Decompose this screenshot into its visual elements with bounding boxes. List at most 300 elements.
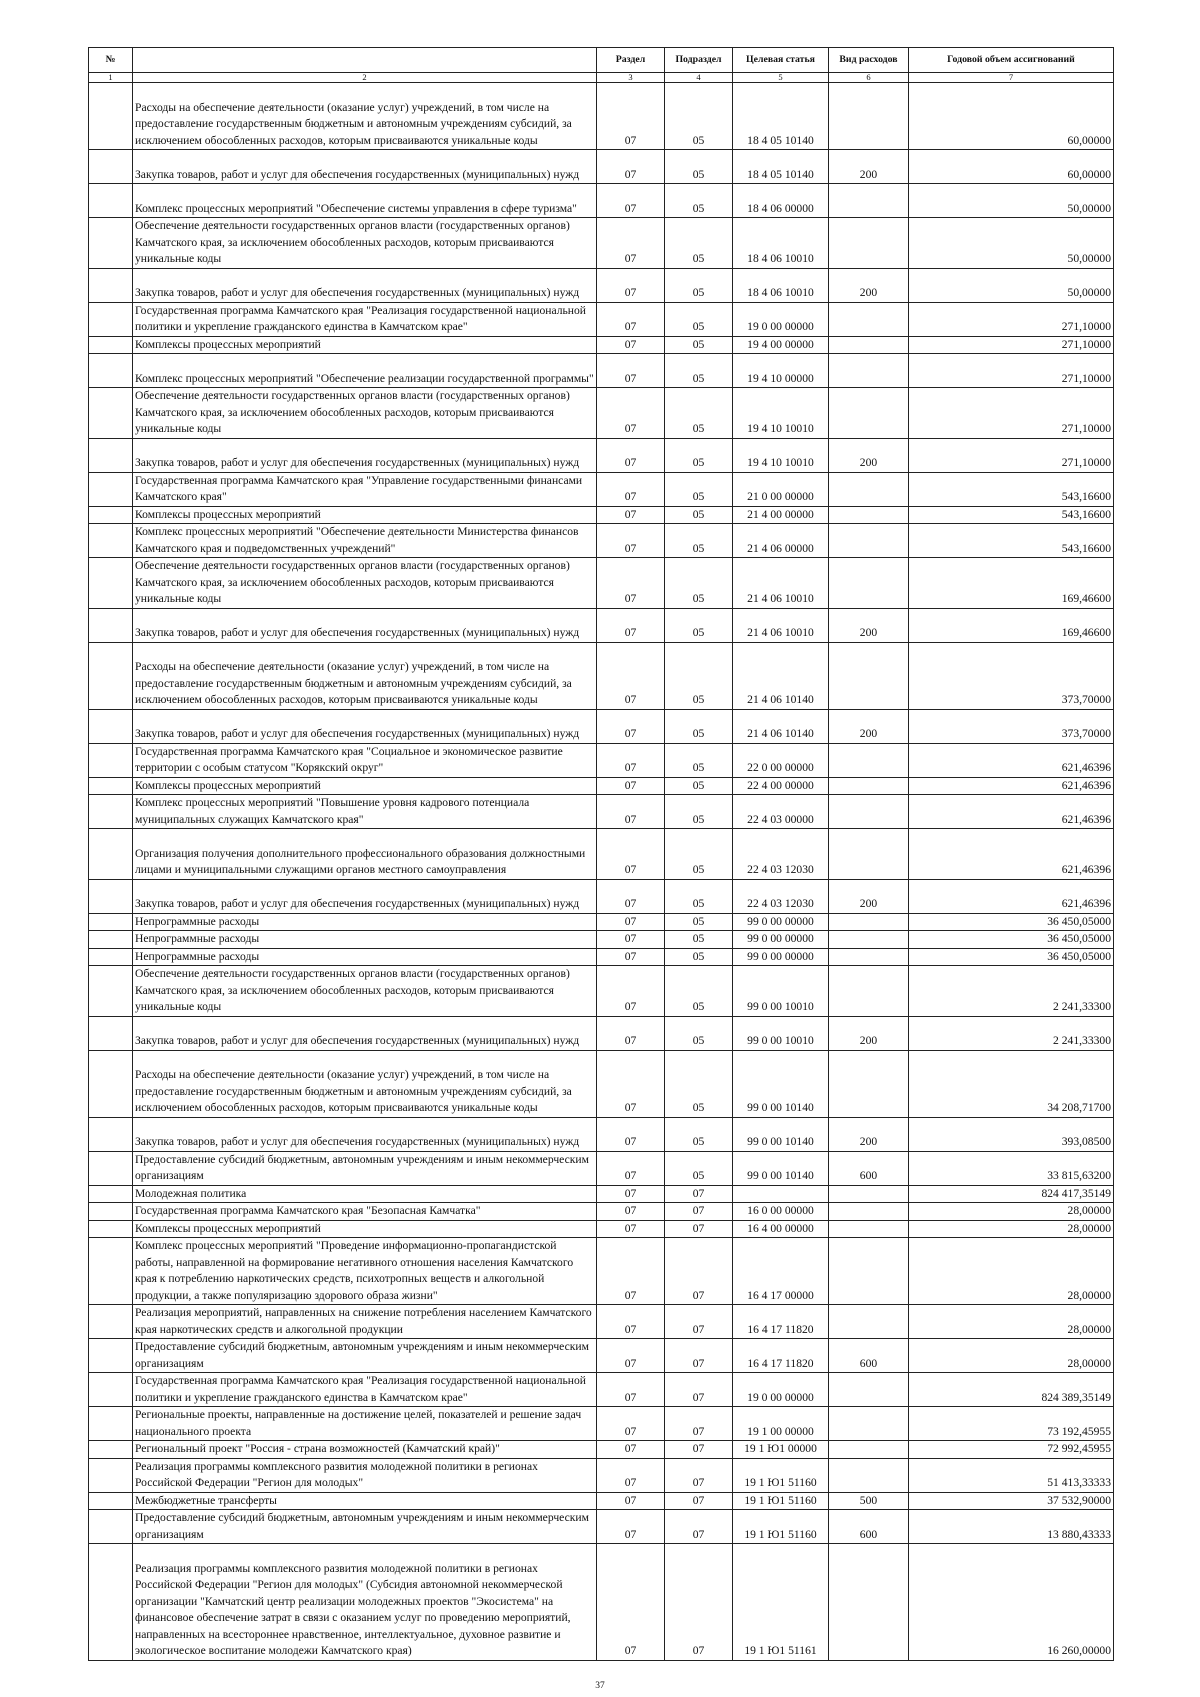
cell-expense-type bbox=[829, 1305, 909, 1339]
cell-name: Закупка товаров, работ и услуг для обеспечения государственных (муниципальных) нужд bbox=[133, 1117, 597, 1151]
cell-podrazdel: 05 bbox=[665, 388, 733, 439]
cell-podrazdel: 05 bbox=[665, 1151, 733, 1185]
cell-podrazdel: 07 bbox=[665, 1305, 733, 1339]
cell-expense-type bbox=[829, 948, 909, 966]
cell-podrazdel: 05 bbox=[665, 879, 733, 913]
table-row bbox=[89, 83, 1114, 150]
cell-podrazdel: 05 bbox=[665, 268, 733, 302]
table-row bbox=[89, 336, 1114, 354]
cell-expense-type bbox=[829, 184, 909, 218]
table-row bbox=[89, 913, 1114, 931]
cell-expense-type bbox=[829, 931, 909, 949]
cell-annual-volume: 169,46600 bbox=[909, 608, 1114, 642]
cell-expense-type: 200 bbox=[829, 438, 909, 472]
page-number: 37 bbox=[595, 1681, 605, 1691]
cell-razdel: 07 bbox=[597, 913, 665, 931]
cell-annual-volume: 543,16600 bbox=[909, 524, 1114, 558]
cell-annual-volume: 271,10000 bbox=[909, 336, 1114, 354]
table-row bbox=[89, 1441, 1114, 1459]
cell-annual-volume: 271,10000 bbox=[909, 438, 1114, 472]
cell-annual-volume: 169,46600 bbox=[909, 558, 1114, 609]
cell-num bbox=[89, 472, 133, 506]
cell-razdel: 07 bbox=[597, 1151, 665, 1185]
header-podrazdel: Подраздел bbox=[665, 48, 733, 73]
cell-num bbox=[89, 1441, 133, 1459]
header-name bbox=[133, 48, 597, 73]
cell-podrazdel: 07 bbox=[665, 1510, 733, 1544]
cell-podrazdel: 05 bbox=[665, 608, 733, 642]
cell-podrazdel: 07 bbox=[665, 1185, 733, 1203]
cell-annual-volume: 73 192,45955 bbox=[909, 1407, 1114, 1441]
cell-razdel: 07 bbox=[597, 966, 665, 1017]
cell-target-article: 99 0 00 10010 bbox=[733, 966, 829, 1017]
cell-target-article: 19 1 00 00000 bbox=[733, 1407, 829, 1441]
cell-expense-type: 600 bbox=[829, 1510, 909, 1544]
cell-num bbox=[89, 879, 133, 913]
cell-annual-volume: 36 450,05000 bbox=[909, 948, 1114, 966]
table-row bbox=[89, 966, 1114, 1017]
table-row bbox=[89, 948, 1114, 966]
cell-name: Предоставление субсидий бюджетным, автономным учреждениям и иным некоммерческим организациям bbox=[133, 1151, 597, 1185]
cell-annual-volume: 60,00000 bbox=[909, 150, 1114, 184]
cell-expense-type bbox=[829, 336, 909, 354]
cell-target-article: 16 0 00 00000 bbox=[733, 1203, 829, 1221]
cell-name: Комплекс процессных мероприятий "Обеспечение реализации государственной программы" bbox=[133, 354, 597, 388]
cell-razdel: 07 bbox=[597, 931, 665, 949]
cell-num bbox=[89, 1510, 133, 1544]
cell-podrazdel: 05 bbox=[665, 709, 733, 743]
cell-name: Обеспечение деятельности государственных органов власти (государственных органов) Камчатского края, за исключением обособленных расходов, которым присваиваются уникальные коды bbox=[133, 558, 597, 609]
table-row bbox=[89, 1373, 1114, 1407]
cell-target-article: 18 4 05 10140 bbox=[733, 150, 829, 184]
cell-expense-type bbox=[829, 1441, 909, 1459]
cell-razdel: 07 bbox=[597, 709, 665, 743]
cell-annual-volume: 16 260,00000 bbox=[909, 1544, 1114, 1661]
cell-annual-volume: 373,70000 bbox=[909, 709, 1114, 743]
cell-num bbox=[89, 795, 133, 829]
cell-name: Непрограммные расходы bbox=[133, 931, 597, 949]
cell-target-article: 19 4 00 00000 bbox=[733, 336, 829, 354]
cell-target-article: 21 4 06 10140 bbox=[733, 709, 829, 743]
cell-podrazdel: 07 bbox=[665, 1373, 733, 1407]
header-expense-type: Вид расходов bbox=[829, 48, 909, 73]
cell-expense-type: 200 bbox=[829, 1016, 909, 1050]
table-row bbox=[89, 218, 1114, 269]
cell-expense-type bbox=[829, 472, 909, 506]
cell-num bbox=[89, 931, 133, 949]
table-row bbox=[89, 1016, 1114, 1050]
cell-razdel: 07 bbox=[597, 472, 665, 506]
cell-razdel: 07 bbox=[597, 438, 665, 472]
header-target-article: Целевая статья bbox=[733, 48, 829, 73]
cell-num bbox=[89, 608, 133, 642]
cell-num bbox=[89, 642, 133, 709]
table-row bbox=[89, 777, 1114, 795]
cell-annual-volume: 50,00000 bbox=[909, 268, 1114, 302]
cell-num bbox=[89, 1458, 133, 1492]
cell-num bbox=[89, 1185, 133, 1203]
table-row bbox=[89, 184, 1114, 218]
cell-target-article: 16 4 00 00000 bbox=[733, 1220, 829, 1238]
cell-name: Государственная программа Камчатского края "Безопасная Камчатка" bbox=[133, 1203, 597, 1221]
cell-num bbox=[89, 438, 133, 472]
table-row bbox=[89, 743, 1114, 777]
cell-razdel: 07 bbox=[597, 1203, 665, 1221]
cell-podrazdel: 05 bbox=[665, 472, 733, 506]
table-body bbox=[89, 83, 1114, 1661]
cell-name: Расходы на обеспечение деятельности (оказание услуг) учреждений, в том числе на предоставление государственным бюджетным и автономным учреждениям субсидий, за исключением обособленных расходов, которым присваиваются уникальные коды bbox=[133, 1050, 597, 1117]
cell-razdel: 07 bbox=[597, 150, 665, 184]
cell-razdel: 07 bbox=[597, 1339, 665, 1373]
cell-expense-type bbox=[829, 1185, 909, 1203]
table-row bbox=[89, 931, 1114, 949]
cell-target-article: 18 4 06 00000 bbox=[733, 184, 829, 218]
table-row bbox=[89, 879, 1114, 913]
column-number-row bbox=[89, 73, 1114, 83]
cell-target-article: 19 1 Ю1 51160 bbox=[733, 1510, 829, 1544]
cell-name: Закупка товаров, работ и услуг для обеспечения государственных (муниципальных) нужд bbox=[133, 268, 597, 302]
cell-expense-type: 500 bbox=[829, 1492, 909, 1510]
cell-num bbox=[89, 709, 133, 743]
cell-name: Региональные проекты, направленные на достижение целей, показателей и решение задач национального проекта bbox=[133, 1407, 597, 1441]
cell-name: Комплексы процессных мероприятий bbox=[133, 506, 597, 524]
cell-num bbox=[89, 336, 133, 354]
cell-annual-volume: 2 241,33300 bbox=[909, 966, 1114, 1017]
cell-podrazdel: 07 bbox=[665, 1492, 733, 1510]
cell-num bbox=[89, 524, 133, 558]
budget-table-sheet bbox=[88, 47, 1113, 1661]
table-row bbox=[89, 1407, 1114, 1441]
column-number: 2 bbox=[133, 73, 597, 83]
column-number: 1 bbox=[89, 73, 133, 83]
cell-podrazdel: 07 bbox=[665, 1544, 733, 1661]
cell-target-article: 21 4 00 00000 bbox=[733, 506, 829, 524]
cell-target-article: 19 0 00 00000 bbox=[733, 1373, 829, 1407]
cell-target-article: 16 4 17 00000 bbox=[733, 1238, 829, 1305]
cell-name: Комплекс процессных мероприятий "Обеспечение деятельности Министерства финансов Камчатского края и подведомственных учреждений" bbox=[133, 524, 597, 558]
table-row bbox=[89, 642, 1114, 709]
cell-name: Обеспечение деятельности государственных органов власти (государственных органов) Камчатского края, за исключением обособленных расходов, которым присваиваются уникальные коды bbox=[133, 218, 597, 269]
cell-expense-type bbox=[829, 1238, 909, 1305]
cell-num bbox=[89, 913, 133, 931]
cell-name: Комплекс процессных мероприятий "Повышение уровня кадрового потенциала муниципальных служащих Камчатского края" bbox=[133, 795, 597, 829]
cell-target-article: 16 4 17 11820 bbox=[733, 1339, 829, 1373]
cell-name: Комплексы процессных мероприятий bbox=[133, 336, 597, 354]
cell-razdel: 07 bbox=[597, 388, 665, 439]
cell-razdel: 07 bbox=[597, 1185, 665, 1203]
cell-expense-type bbox=[829, 743, 909, 777]
cell-name: Комплексы процессных мероприятий bbox=[133, 1220, 597, 1238]
cell-num bbox=[89, 743, 133, 777]
cell-target-article: 21 4 06 00000 bbox=[733, 524, 829, 558]
cell-num bbox=[89, 1016, 133, 1050]
cell-expense-type bbox=[829, 777, 909, 795]
cell-expense-type bbox=[829, 302, 909, 336]
header-razdel: Раздел bbox=[597, 48, 665, 73]
cell-name: Непрограммные расходы bbox=[133, 948, 597, 966]
table-row bbox=[89, 1305, 1114, 1339]
cell-expense-type: 200 bbox=[829, 150, 909, 184]
cell-annual-volume: 28,00000 bbox=[909, 1220, 1114, 1238]
table-row bbox=[89, 268, 1114, 302]
cell-expense-type: 200 bbox=[829, 608, 909, 642]
cell-name: Расходы на обеспечение деятельности (оказание услуг) учреждений, в том числе на предоставление государственным бюджетным и автономным учреждениям субсидий, за исключением обособленных расходов, которым присваиваются уникальные коды bbox=[133, 642, 597, 709]
cell-num bbox=[89, 558, 133, 609]
cell-podrazdel: 05 bbox=[665, 829, 733, 880]
cell-num bbox=[89, 388, 133, 439]
cell-num bbox=[89, 966, 133, 1017]
cell-razdel: 07 bbox=[597, 268, 665, 302]
table-row bbox=[89, 354, 1114, 388]
cell-target-article: 19 4 10 10010 bbox=[733, 388, 829, 439]
cell-podrazdel: 05 bbox=[665, 184, 733, 218]
cell-annual-volume: 373,70000 bbox=[909, 642, 1114, 709]
cell-annual-volume: 13 880,43333 bbox=[909, 1510, 1114, 1544]
cell-podrazdel: 05 bbox=[665, 302, 733, 336]
cell-num bbox=[89, 948, 133, 966]
cell-expense-type bbox=[829, 1544, 909, 1661]
cell-expense-type bbox=[829, 966, 909, 1017]
cell-target-article bbox=[733, 1185, 829, 1203]
cell-target-article: 19 1 Ю1 51161 bbox=[733, 1544, 829, 1661]
cell-razdel: 07 bbox=[597, 558, 665, 609]
cell-annual-volume: 621,46396 bbox=[909, 743, 1114, 777]
cell-annual-volume: 28,00000 bbox=[909, 1305, 1114, 1339]
cell-name: Государственная программа Камчатского края "Социальное и экономическое развитие территории с особым статусом "Корякский округ" bbox=[133, 743, 597, 777]
table-row bbox=[89, 1458, 1114, 1492]
cell-name: Закупка товаров, работ и услуг для обеспечения государственных (муниципальных) нужд bbox=[133, 879, 597, 913]
column-number: 6 bbox=[829, 73, 909, 83]
cell-num bbox=[89, 1050, 133, 1117]
cell-podrazdel: 05 bbox=[665, 524, 733, 558]
cell-num bbox=[89, 829, 133, 880]
column-number: 5 bbox=[733, 73, 829, 83]
cell-razdel: 07 bbox=[597, 1373, 665, 1407]
cell-expense-type bbox=[829, 1407, 909, 1441]
cell-target-article: 19 0 00 00000 bbox=[733, 302, 829, 336]
cell-name: Закупка товаров, работ и услуг для обеспечения государственных (муниципальных) нужд bbox=[133, 150, 597, 184]
cell-target-article: 22 4 03 00000 bbox=[733, 795, 829, 829]
cell-podrazdel: 05 bbox=[665, 1050, 733, 1117]
cell-num bbox=[89, 1151, 133, 1185]
cell-annual-volume: 34 208,71700 bbox=[909, 1050, 1114, 1117]
cell-annual-volume: 28,00000 bbox=[909, 1339, 1114, 1373]
cell-expense-type bbox=[829, 506, 909, 524]
cell-expense-type bbox=[829, 1203, 909, 1221]
cell-razdel: 07 bbox=[597, 1492, 665, 1510]
cell-name: Обеспечение деятельности государственных органов власти (государственных органов) Камчатского края, за исключением обособленных расходов, которым присваиваются уникальные коды bbox=[133, 388, 597, 439]
cell-razdel: 07 bbox=[597, 1441, 665, 1459]
table-row bbox=[89, 388, 1114, 439]
cell-podrazdel: 05 bbox=[665, 558, 733, 609]
cell-expense-type bbox=[829, 1050, 909, 1117]
table-row bbox=[89, 1339, 1114, 1373]
cell-target-article: 18 4 06 10010 bbox=[733, 268, 829, 302]
cell-podrazdel: 05 bbox=[665, 83, 733, 150]
column-number: 7 bbox=[909, 73, 1114, 83]
cell-podrazdel: 05 bbox=[665, 966, 733, 1017]
cell-num bbox=[89, 1305, 133, 1339]
cell-num bbox=[89, 1117, 133, 1151]
cell-target-article: 99 0 00 10140 bbox=[733, 1050, 829, 1117]
cell-annual-volume: 36 450,05000 bbox=[909, 913, 1114, 931]
cell-expense-type: 600 bbox=[829, 1151, 909, 1185]
cell-num bbox=[89, 268, 133, 302]
cell-target-article: 19 4 10 00000 bbox=[733, 354, 829, 388]
cell-num bbox=[89, 1220, 133, 1238]
cell-razdel: 07 bbox=[597, 354, 665, 388]
table-row bbox=[89, 472, 1114, 506]
cell-num bbox=[89, 302, 133, 336]
cell-podrazdel: 05 bbox=[665, 150, 733, 184]
cell-target-article: 19 1 Ю1 51160 bbox=[733, 1492, 829, 1510]
cell-target-article: 22 4 03 12030 bbox=[733, 829, 829, 880]
table-row bbox=[89, 1220, 1114, 1238]
table-row bbox=[89, 150, 1114, 184]
cell-name: Молодежная политика bbox=[133, 1185, 597, 1203]
cell-annual-volume: 2 241,33300 bbox=[909, 1016, 1114, 1050]
cell-num bbox=[89, 1407, 133, 1441]
cell-razdel: 07 bbox=[597, 1238, 665, 1305]
cell-podrazdel: 07 bbox=[665, 1339, 733, 1373]
cell-razdel: 07 bbox=[597, 829, 665, 880]
cell-name: Закупка товаров, работ и услуг для обеспечения государственных (муниципальных) нужд bbox=[133, 438, 597, 472]
cell-target-article: 16 4 17 11820 bbox=[733, 1305, 829, 1339]
cell-annual-volume: 543,16600 bbox=[909, 506, 1114, 524]
cell-target-article: 21 0 00 00000 bbox=[733, 472, 829, 506]
cell-name: Организация получения дополнительного профессионального образования должностными лицами и муниципальными служащими органов местного самоуправления bbox=[133, 829, 597, 880]
cell-expense-type bbox=[829, 218, 909, 269]
cell-target-article: 99 0 00 00000 bbox=[733, 913, 829, 931]
cell-razdel: 07 bbox=[597, 336, 665, 354]
cell-razdel: 07 bbox=[597, 1050, 665, 1117]
cell-annual-volume: 72 992,45955 bbox=[909, 1441, 1114, 1459]
cell-num bbox=[89, 218, 133, 269]
table-row bbox=[89, 524, 1114, 558]
cell-expense-type bbox=[829, 1220, 909, 1238]
cell-name: Предоставление субсидий бюджетным, автономным учреждениям и иным некоммерческим организациям bbox=[133, 1510, 597, 1544]
table-row bbox=[89, 1151, 1114, 1185]
cell-num bbox=[89, 354, 133, 388]
cell-name: Предоставление субсидий бюджетным, автономным учреждениям и иным некоммерческим организациям bbox=[133, 1339, 597, 1373]
cell-annual-volume: 621,46396 bbox=[909, 829, 1114, 880]
cell-expense-type bbox=[829, 354, 909, 388]
cell-name: Реализация программы комплексного развития молодежной политики в регионах Российской Федерации "Регион для молодых" bbox=[133, 1458, 597, 1492]
cell-expense-type bbox=[829, 1458, 909, 1492]
cell-expense-type bbox=[829, 388, 909, 439]
cell-podrazdel: 05 bbox=[665, 1117, 733, 1151]
cell-expense-type: 600 bbox=[829, 1339, 909, 1373]
cell-num bbox=[89, 1373, 133, 1407]
cell-target-article: 99 0 00 00000 bbox=[733, 948, 829, 966]
budget-table bbox=[88, 47, 1114, 1661]
cell-podrazdel: 05 bbox=[665, 777, 733, 795]
cell-name: Обеспечение деятельности государственных органов власти (государственных органов) Камчатского края, за исключением обособленных расходов, которым присваиваются уникальные коды bbox=[133, 966, 597, 1017]
cell-name: Государственная программа Камчатского края "Управление государственными финансами Камчатского края" bbox=[133, 472, 597, 506]
cell-annual-volume: 60,00000 bbox=[909, 83, 1114, 150]
cell-name: Реализация программы комплексного развития молодежной политики в регионах Российской Федерации "Регион для молодых" (Субсидия автономной некоммерческой организации "Камчатский центр реализации молодежных проектов "Экосистема" на финансовое обеспечение затрат в связи с оказанием услуг по проведению мероприятий, направленных на всестороннее нравственное, интеллектуальное, духовное развитие и экологическое воспитание молодежи Камчатского края) bbox=[133, 1544, 597, 1661]
cell-name: Комплексы процессных мероприятий bbox=[133, 777, 597, 795]
cell-target-article: 21 4 06 10010 bbox=[733, 558, 829, 609]
cell-annual-volume: 393,08500 bbox=[909, 1117, 1114, 1151]
table-row bbox=[89, 608, 1114, 642]
cell-num bbox=[89, 1238, 133, 1305]
cell-podrazdel: 05 bbox=[665, 1016, 733, 1050]
cell-target-article: 18 4 06 10010 bbox=[733, 218, 829, 269]
cell-podrazdel: 05 bbox=[665, 438, 733, 472]
cell-podrazdel: 05 bbox=[665, 336, 733, 354]
cell-annual-volume: 28,00000 bbox=[909, 1203, 1114, 1221]
cell-name: Закупка товаров, работ и услуг для обеспечения государственных (муниципальных) нужд bbox=[133, 709, 597, 743]
cell-target-article: 99 0 00 00000 bbox=[733, 931, 829, 949]
cell-expense-type bbox=[829, 83, 909, 150]
cell-target-article: 99 0 00 10140 bbox=[733, 1117, 829, 1151]
cell-razdel: 07 bbox=[597, 1458, 665, 1492]
cell-expense-type bbox=[829, 795, 909, 829]
table-row bbox=[89, 558, 1114, 609]
cell-annual-volume: 51 413,33333 bbox=[909, 1458, 1114, 1492]
cell-podrazdel: 05 bbox=[665, 218, 733, 269]
cell-target-article: 19 1 Ю1 00000 bbox=[733, 1441, 829, 1459]
cell-razdel: 07 bbox=[597, 777, 665, 795]
table-row bbox=[89, 1238, 1114, 1305]
cell-annual-volume: 28,00000 bbox=[909, 1238, 1114, 1305]
cell-razdel: 07 bbox=[597, 1016, 665, 1050]
cell-name: Комплекс процессных мероприятий "Обеспечение системы управления в сфере туризма" bbox=[133, 184, 597, 218]
cell-podrazdel: 05 bbox=[665, 948, 733, 966]
cell-num bbox=[89, 1492, 133, 1510]
cell-razdel: 07 bbox=[597, 302, 665, 336]
cell-expense-type: 200 bbox=[829, 879, 909, 913]
cell-target-article: 22 4 00 00000 bbox=[733, 777, 829, 795]
cell-target-article: 21 4 06 10010 bbox=[733, 608, 829, 642]
cell-podrazdel: 07 bbox=[665, 1407, 733, 1441]
cell-target-article: 18 4 05 10140 bbox=[733, 83, 829, 150]
cell-name: Комплекс процессных мероприятий "Проведение информационно-пропагандистской работы, направленной на формирование негативного отношения населения Камчатского края к потреблению наркотических средств, психотропных веществ и алкогольной продукции, а также популяризацию здорового образа жизни" bbox=[133, 1238, 597, 1305]
cell-podrazdel: 07 bbox=[665, 1238, 733, 1305]
table-row bbox=[89, 1117, 1114, 1151]
cell-name: Расходы на обеспечение деятельности (оказание услуг) учреждений, в том числе на предоставление государственным бюджетным и автономным учреждениям субсидий, за исключением обособленных расходов, которым присваиваются уникальные коды bbox=[133, 83, 597, 150]
cell-annual-volume: 271,10000 bbox=[909, 354, 1114, 388]
table-row bbox=[89, 1050, 1114, 1117]
header-annual-volume: Годовой объем ассигнований bbox=[909, 48, 1114, 73]
cell-name: Государственная программа Камчатского края "Реализация государственной национальной политики и укрепление гражданского единства в Камчатском крае" bbox=[133, 1373, 597, 1407]
cell-podrazdel: 05 bbox=[665, 743, 733, 777]
column-number: 4 bbox=[665, 73, 733, 83]
cell-expense-type: 200 bbox=[829, 268, 909, 302]
cell-annual-volume: 50,00000 bbox=[909, 184, 1114, 218]
cell-razdel: 07 bbox=[597, 1510, 665, 1544]
cell-target-article: 99 0 00 10140 bbox=[733, 1151, 829, 1185]
cell-name: Региональный проект "Россия - страна возможностей (Камчатский край)" bbox=[133, 1441, 597, 1459]
cell-annual-volume: 543,16600 bbox=[909, 472, 1114, 506]
cell-razdel: 07 bbox=[597, 743, 665, 777]
cell-razdel: 07 bbox=[597, 83, 665, 150]
cell-podrazdel: 05 bbox=[665, 795, 733, 829]
cell-annual-volume: 824 389,35149 bbox=[909, 1373, 1114, 1407]
table-row bbox=[89, 1544, 1114, 1661]
cell-expense-type bbox=[829, 558, 909, 609]
cell-razdel: 07 bbox=[597, 1117, 665, 1151]
cell-target-article: 99 0 00 10010 bbox=[733, 1016, 829, 1050]
cell-name: Непрограммные расходы bbox=[133, 913, 597, 931]
table-row bbox=[89, 709, 1114, 743]
cell-expense-type bbox=[829, 913, 909, 931]
cell-target-article: 22 0 00 00000 bbox=[733, 743, 829, 777]
cell-name: Реализация мероприятий, направленных на снижение потребления населением Камчатского края наркотических средств и алкогольной продукции bbox=[133, 1305, 597, 1339]
table-row bbox=[89, 438, 1114, 472]
cell-num bbox=[89, 1203, 133, 1221]
